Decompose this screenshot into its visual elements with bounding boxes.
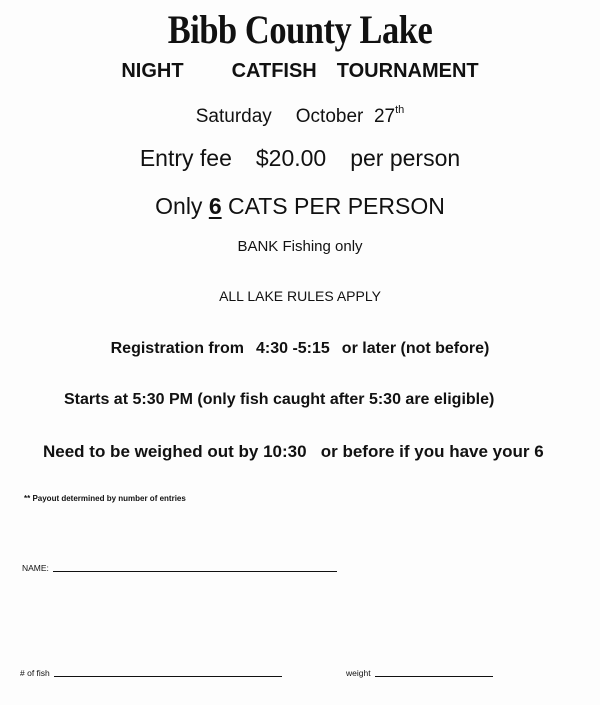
- fee-label: Entry fee: [139, 145, 232, 171]
- tournament-subtitle: [0, 60, 600, 83]
- fish-count-label: # of fish: [20, 668, 50, 678]
- bank-fishing-note: BANK Fishing only: [237, 238, 363, 255]
- event-date: [0, 104, 600, 128]
- weight-label: weight: [346, 668, 371, 678]
- weight-blank-line[interactable]: [375, 675, 493, 677]
- date-suffix: th: [395, 104, 405, 116]
- registration-note: or later (not before): [341, 340, 490, 357]
- subtitle-catfish: CATFISH: [231, 60, 317, 82]
- weight-field[interactable]: [346, 668, 493, 678]
- fish-count-blank-line[interactable]: [54, 675, 282, 677]
- name-blank-line[interactable]: [53, 570, 337, 572]
- catch-limit: [0, 193, 600, 220]
- date-number: 27: [373, 106, 396, 127]
- registration-label: Registration from: [110, 340, 244, 357]
- fish-count-field[interactable]: [20, 668, 282, 678]
- subtitle-night: NIGHT: [121, 60, 184, 82]
- entry-fee: [0, 145, 600, 172]
- date-day: Saturday: [195, 106, 272, 127]
- weigh-out-info: [43, 442, 544, 462]
- registration-info: [0, 340, 600, 358]
- registration-time: 4:30 -5:15: [255, 340, 330, 357]
- weigh-main: Need to be weighed out by 10:30: [43, 442, 307, 461]
- lake-rules-note: ALL LAKE RULES APPLY: [219, 288, 381, 304]
- fee-unit: per person: [350, 145, 461, 171]
- limit-suffix: CATS PER PERSON: [228, 193, 445, 219]
- weigh-tail: or before if you have your 6: [320, 442, 544, 461]
- start-time-info: Starts at 5:30 PM (only fish caught after 5:30 are eligible): [64, 391, 495, 408]
- flyer-title: Bibb County Lake: [167, 7, 433, 52]
- subtitle-tournament: TOURNAMENT: [336, 60, 479, 82]
- limit-prefix: Only: [155, 193, 203, 219]
- payout-note: ** Payout determined by number of entries: [24, 494, 186, 503]
- name-field[interactable]: [22, 563, 337, 573]
- limit-count: 6: [208, 193, 222, 219]
- name-label: NAME:: [22, 563, 49, 573]
- fee-amount: $20.00: [255, 145, 327, 171]
- date-month: October: [295, 106, 364, 127]
